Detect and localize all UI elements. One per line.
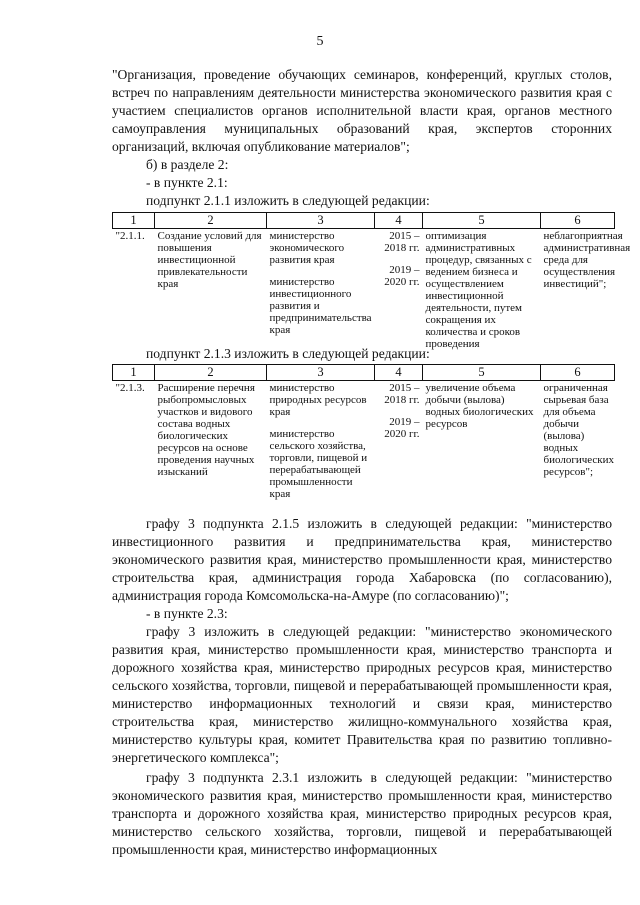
page-number: 5	[316, 34, 324, 49]
row-number: "2.1.1.	[115, 230, 145, 242]
paragraph-231: графу 3 подпункта 2.3.1 изложить в следующей редакции: "министерство экономического развития края, министерство промышленности края, министерство транспорта и дорожного хозяйства края, министерство природных ресурсов края, министерство сельского хозяйства, торговли, пищевой и перерабатывающей промышленности края, министерство информационных	[112, 770, 612, 857]
table-211	[112, 212, 631, 351]
date-2: 2019 – 2020 гг.	[384, 264, 420, 288]
executor-2: министерство сельского хозяйства, торговли, пищевой и перерабатывающей промышленности края	[269, 428, 368, 500]
table-header-row	[113, 365, 615, 381]
col-header: 3	[267, 365, 375, 381]
row-name: Создание условий для повышения инвестиционной привлекательности края	[157, 230, 262, 290]
executor-1: министерство природных ресурсов края	[269, 382, 367, 418]
table-header-row	[113, 213, 615, 229]
row-risk: ограниченная сырьевая база для объема добычи (вылова) водных биологических ресурсов";	[543, 382, 615, 478]
row-result: увеличение объема добычи (вылова) водных биологических ресурсов	[425, 382, 534, 430]
row-dates	[375, 381, 423, 502]
col-header: 5	[423, 213, 541, 229]
table-213	[112, 364, 615, 501]
row-name: Расширение перечня рыбопромысловых участков и видового состава водных биологических ресурсов на основе проведения научных изысканий	[157, 382, 255, 478]
intro-paragraph: "Организация, проведение обучающих семинаров, конференций, круглых столов, встреч по направлениям деятельности министерства экономического развития края с участием специалистов органов исполнительной власти края, органов местного самоуправления муниципальных образований края, экспертов сторонних организаций, включая опубликование материалов";	[112, 67, 612, 154]
row-risk: неблагоприятная административная среда для осуществления инвестиций";	[543, 230, 631, 290]
point-23-line: - в пункте 2.3:	[146, 606, 228, 621]
row-number: "2.1.3.	[115, 382, 145, 394]
row-result: оптимизация административных процедур, связанных с ведением бизнеса и осуществлением инвестиционной деятельности, путем сокращения их количества и сроков проведения	[425, 230, 532, 350]
col-header: 1	[113, 365, 155, 381]
table-row	[113, 381, 615, 502]
subpoint-213-line: подпункт 2.1.3 изложить в следующей редакции:	[146, 346, 430, 361]
executor-2: министерство инвестиционного развития и предпринимательства края	[269, 276, 372, 336]
executor-1: министерство экономического развития края	[269, 230, 345, 266]
date-1: 2015 – 2018 гг.	[384, 230, 420, 254]
col-header: 4	[375, 365, 423, 381]
row-executors	[267, 381, 375, 502]
col-header: 5	[423, 365, 541, 381]
subpoint-211-line: подпункт 2.1.1 изложить в следующей редакции:	[146, 193, 430, 208]
table-row	[113, 229, 615, 352]
date-1: 2015 – 2018 гг.	[384, 382, 420, 406]
col-header: 2	[155, 365, 267, 381]
row-executors	[267, 229, 375, 352]
date-2: 2019 – 2020 гг.	[384, 416, 420, 440]
point-21-line: - в пункте 2.1:	[146, 175, 228, 190]
paragraph-23: графу 3 изложить в следующей редакции: "министерство экономического развития края, министерство промышленности края, министерство транспорта и дорожного хозяйства края, министерство природных ресурсов края, министерство сельского хозяйства, торговли, пищевой и перерабатывающей промышленности края, министерство информационных технологий и связи края, министерство строительства края, министерство жилищно-коммунального хозяйства края, министерство культуры края, комитет Правительства края по развитию топливно-энергетического комплекса";	[112, 624, 612, 765]
paragraph-215: графу 3 подпункта 2.1.5 изложить в следующей редакции: "министерство инвестиционного развития и предпринимательства края, министерство экономического развития края, министерство промышленности края, министерство строительства края, администрация города Хабаровска (по согласованию), администрация города Комсомольска-на-Амуре (по согласованию)";	[112, 516, 612, 603]
col-header: 6	[541, 213, 615, 229]
section-b-line: б) в разделе 2:	[146, 157, 229, 172]
col-header: 6	[541, 365, 615, 381]
col-header: 1	[113, 213, 155, 229]
col-header: 3	[267, 213, 375, 229]
row-dates	[375, 229, 423, 352]
col-header: 4	[375, 213, 423, 229]
col-header: 2	[155, 213, 267, 229]
